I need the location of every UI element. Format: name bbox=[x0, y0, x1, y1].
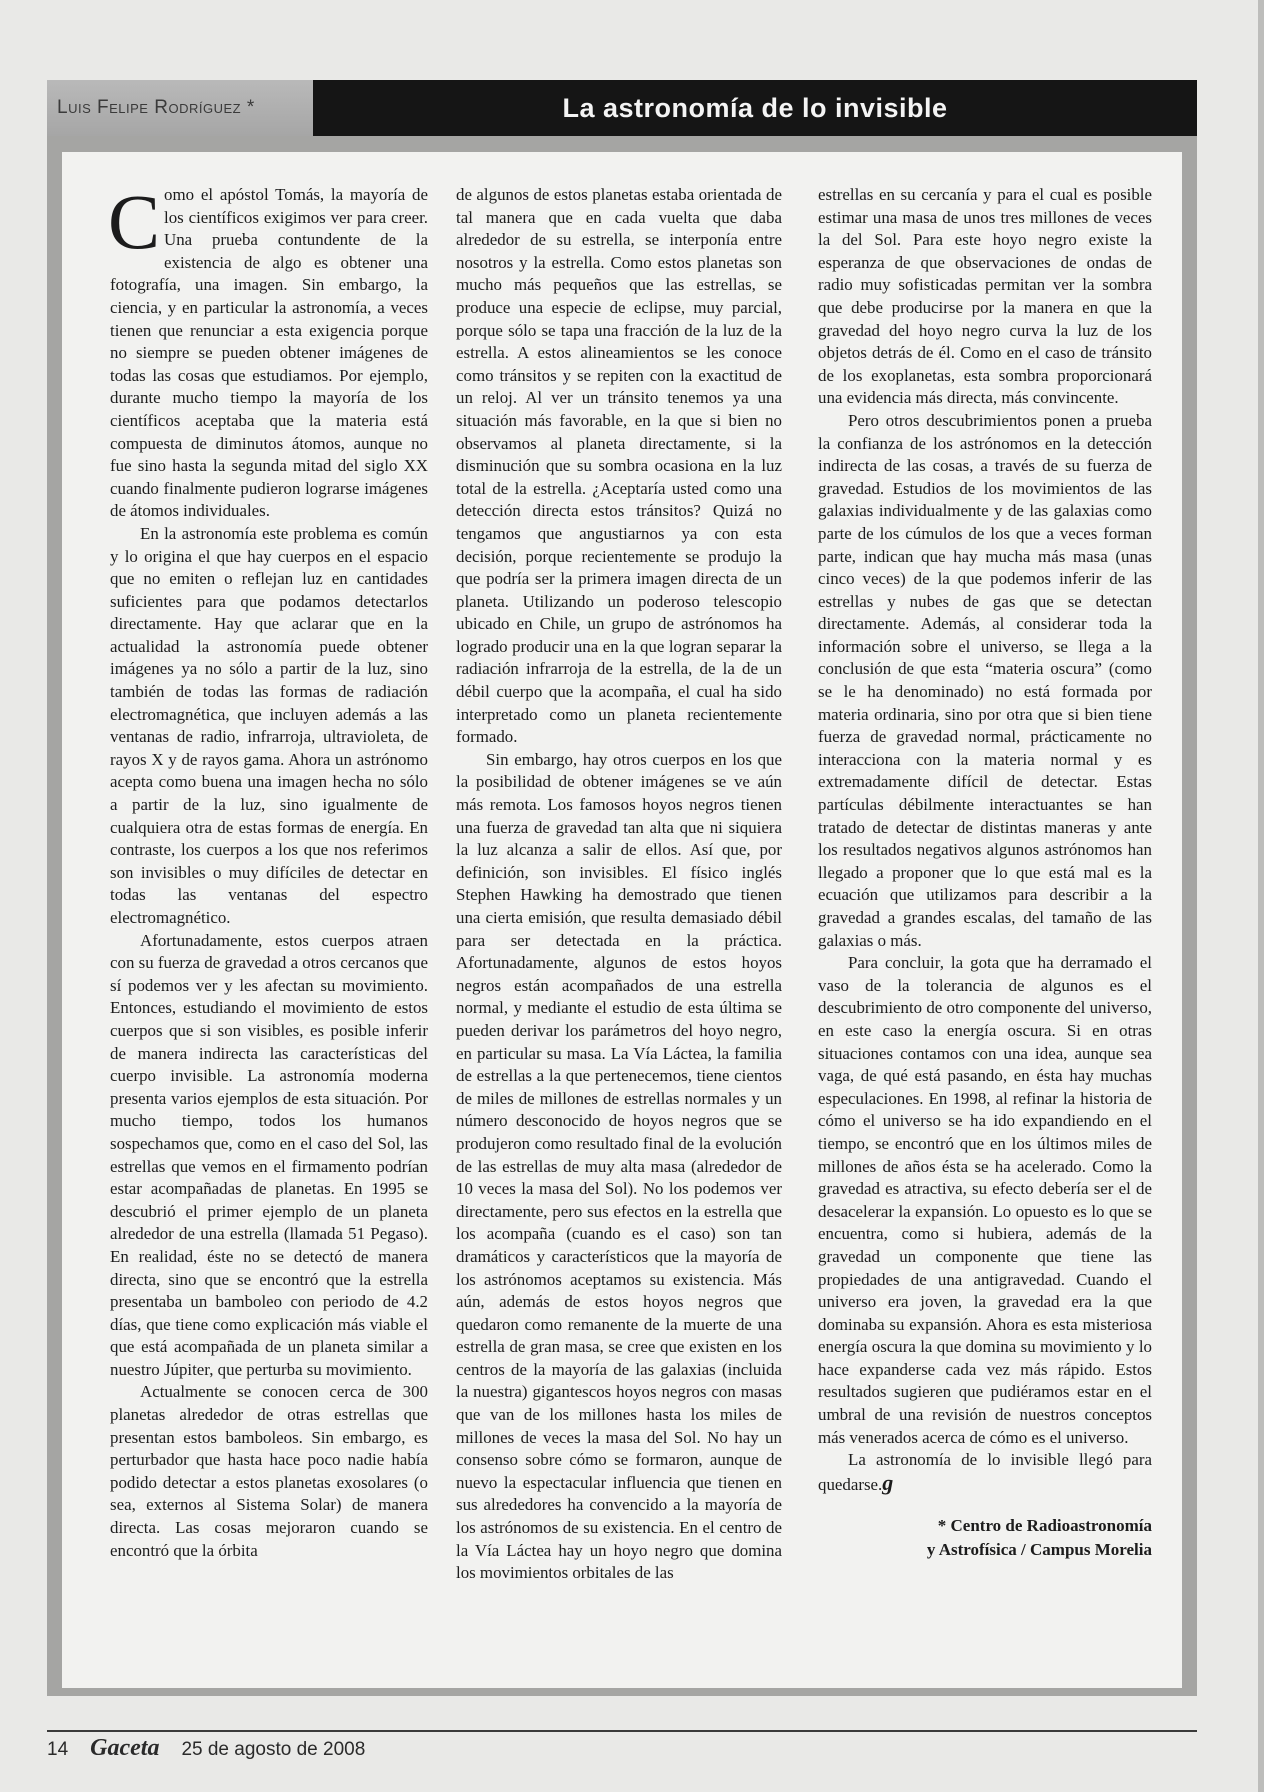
article-header bbox=[47, 80, 1197, 136]
paragraph: Como el apóstol Tomás, la mayoría de los científicos exigimos ver para creer. Una prueba contundente de la existencia de algo es obtener una fotografía, una imagen. Sin embargo, la ciencia, y en particular la astronomía, a veces tienen que renunciar a esta exigencia porque no siempre se pueden obtener imágenes de todas las cosas que estudiamos. Por ejemplo, durante mucho tiempo la mayoría de los científicos aceptaba que la materia está compuesta de diminutos átomos, aunque no fue sino hasta la segunda mitad del siglo XX cuando finalmente pudieron lograrse imágenes de átomos individuales. bbox=[108, 178, 428, 521]
text-column-3 bbox=[818, 184, 1152, 1562]
text-column-1 bbox=[108, 178, 428, 1562]
publication-logo: Gaceta bbox=[90, 1735, 160, 1761]
author-byline: Luis Felipe Rodríguez * bbox=[47, 80, 313, 136]
gaceta-signoff-icon: g bbox=[882, 1469, 894, 1495]
paragraph: Sin embargo, hay otros cuerpos en los que la posibilidad de obtener imágenes se ve aún más remota. Los famosos hoyos negros tienen una fuerza de gravedad tan alta que ni siquiera la luz alcanza a salir de ellos. Así que, por definición, son invisibles. El físico inglés Stephen Hawking ha demostrado que tienen una cierta emisión, que resulta demasiado débil para ser detectada en la práctica. Afortunadamente, algunos de estos hoyos negros están acompañados de una estrella normal, y mediante el estudio de esta última se pueden derivar los parámetros del hoyo negro, en particular su masa. La Vía Láctea, la familia de estrellas a la que pertenecemos, tiene cientos de miles de millones de estrellas normales y un número desconocido de hoyos negros que se produjeron como resultado final de la evolución de las estrellas de muy alta masa (alrededor de 10 veces la masa del Sol). No los podemos ver directamente, pero sus efectos en la estrella que los acompaña (cuando es el caso) son tan dramáticos y característicos que la mayoría de los astrónomos aceptamos su existencia. Más aún, además de estos hoyos negros que quedaron como remanente de la muerte de una estrella de gran masa, se cree que existen en los centros de la mayoría de las galaxias (incluida la nuestra) gigantescos hoyos negros con masas que van de los millones hasta los miles de millones de veces la masa del Sol. No hay un consenso sobre cómo se formaron, aunque de nuevo la espectacular influencia que tienen en sus alrededores ha convencido a la mayoría de los astrónomos de su existencia. En el centro de la Vía Láctea hay un hoyo negro que domina los movimientos orbitales de las bbox=[456, 749, 782, 1583]
page-edge bbox=[1258, 0, 1264, 1792]
article-title: La astronomía de lo invisible bbox=[313, 80, 1197, 136]
paragraph: Afortunadamente, estos cuerpos atraen con su fuerza de gravedad a otros cercanos que sí podemos ver y les afectan su movimiento. Entonces, estudiando el movimiento de estos cuerpos que si son visibles, es posible inferir de manera indirecta las características del cuerpo invisible. La astronomía moderna presenta varios ejemplos de esta situación. Por mucho tiempo, todos los humanos sospechamos que, como en el caso del Sol, las estrellas que vemos en el firmamento podrían estar acompañadas de planetas. En 1995 se descubrió el primer ejemplo de un planeta alrededor de una estrella (llamada 51 Pegaso). En realidad, éste no se detectó de manera directa, sino que se encontró que la estrella presentaba un bamboleo con periodo de 4.2 días, que tiene como explicación más viable el que está acompañada de un planeta similar a nuestro Júpiter, que perturba su movimiento. bbox=[110, 930, 428, 1379]
issue-date: 25 de agosto de 2008 bbox=[181, 1739, 366, 1760]
paragraph: estrellas en su cercanía y para el cual es posible estimar una masa de unos tres millones de veces la del Sol. Para este hoyo negro existe la esperanza de que observaciones de ondas de radio muy sofisticadas permitan ver la sombra que debe producirse por la manera en que la gravedad del hoyo negro curva la luz de los objetos detrás de él. Como en el caso de tránsito de los exoplanetas, esta sombra proporcionará una evidencia más directa, más convincente. bbox=[818, 185, 1152, 408]
page-number: 14 bbox=[47, 1739, 69, 1760]
page-footer bbox=[47, 1735, 365, 1775]
footer-rule bbox=[47, 1730, 1197, 1732]
drop-cap: C bbox=[108, 178, 161, 265]
author-affiliation bbox=[818, 1514, 1152, 1562]
paragraph: de algunos de estos planetas estaba orientada de tal manera que en cada vuelta que daba alrededor de su estrella, se interponía entre nosotros y la estrella. Como estos planetas son mucho más pequeños que las estrellas, se produce una especie de eclipse, muy parcial, porque sólo se tapa una fracción de la luz de la estrella. A estos alineamientos se les conoce como tránsitos y se repiten con la exactitud de un reloj. Al ver un tránsito tenemos ya una situación más favorable, en la que si bien no observamos al planeta directamente, si la disminución que su sombra ocasiona en la luz total de la estrella. ¿Aceptaría usted como una detección directa estos tránsitos? Quizá no tengamos que angustiarnos ya con esta decisión, porque recientemente se produjo la que podría ser la primera imagen directa de un planeta. Utilizando un poderoso telescopio ubicado en Chile, un grupo de astrónomos ha logrado producir una en la que logran separar la radiación infrarroja de la estrella, de la de un débil cuerpo que la acompaña, el cual ha sido interpretado como un planeta recientemente formado. bbox=[456, 185, 782, 747]
paragraph: En la astronomía este problema es común y lo origina el que hay cuerpos en el espacio que no emiten o reflejan luz en cantidades suficientes para que podamos detectarlos directamente. Hay que aclarar que en la actualidad la astronomía puede obtener imágenes ya no sólo a partir de la luz, sino también de todas las formas de radiación electromagnética, que incluyen además a las ventanas de radio, infrarroja, ultravioleta, de rayos X y de rayos gama. Ahora un astrónomo acepta como buena una imagen hecha no sólo a partir de la luz, sino igualmente de cualquiera otra de estas formas de energía. En contraste, los cuerpos a los que nos referimos son invisibles o muy difíciles de detectar en todas las ventanas del espectro electromagnético. bbox=[110, 523, 428, 927]
paragraph: Actualmente se conocen cerca de 300 planetas alrededor de otras estrellas que presentan estos bamboleos. Sin embargo, es perturbador que hasta hace poco nadie había podido detectar a estos planetas exosolares (o sea, externos al Sistema Solar) de manera directa. Las cosas mejoraron cuando se encontró que la órbita bbox=[110, 1382, 428, 1560]
affiliation-line: * Centro de Radioastronomía bbox=[937, 1516, 1152, 1536]
paragraph: Para concluir, la gota que ha derramado el vaso de la tolerancia de algunos es el descubrimiento de otro componente del universo, en este caso la energía oscura. Si en otras situaciones contamos con una idea, aunque sea vaga, de qué está pasando, en ésta hay muchas especulaciones. En 1998, al refinar la historia de cómo el universo se ha ido expandiendo en el tiempo, se encontró que en los últimos miles de millones de años ésta se ha acelerado. Como la gravedad es atractiva, su efecto debería ser el de desacelerar la expansión. Lo opuesto es lo que se encuentra, como si hubiera, además de la gravedad un componente que tiene las propiedades de una antigravedad. Cuando el universo era joven, la gravedad era la que dominaba su expansión. Ahora es esta misteriosa energía oscura la que domina su movimiento y lo hace expanderse cada vez más rápido. Estos resultados sugieren que pudiéramos estar en el umbral de una revisión de nuestros conceptos más venerados acerca de cómo es el universo. bbox=[818, 953, 1152, 1447]
text-column-2 bbox=[456, 184, 782, 1585]
paragraph: Pero otros descubrimientos ponen a prueba la confianza de los astrónomos en la detección indirecta de las cosas, a través de su fuerza de gravedad. Estudios de los movimientos de las galaxias individualmente y de las galaxias como parte de los cúmulos de los que a veces forman parte, indican que hay mucha más masa (unas cinco veces) de la que podemos inferir de las estrellas y nubes de gas que se detectan directamente. Además, al considerar toda la información sobre el universo, se llega a la conclusión de que esta “materia oscura” (como se le ha denominado) no está formada por materia ordinaria, sino por otra que si bien tiene fuerza de gravedad normal, prácticamente no interacciona con la materia normal y es extremadamente difícil de detectar. Estas partículas débilmente interactuantes se han tratado de detectar de distintas maneras y ante los resultados negativos algunos astrónomos han llegado a proponer que lo que está mal es la ecuación que utilizamos para describir a la gravedad a grandes escalas, del tamaño de las galaxias o más. bbox=[818, 410, 1152, 950]
affiliation-line: y Astrofísica / Campus Morelia bbox=[926, 1540, 1152, 1560]
closing-paragraph: La astronomía de lo invisible llegó para quedarse.g bbox=[818, 1450, 1152, 1495]
